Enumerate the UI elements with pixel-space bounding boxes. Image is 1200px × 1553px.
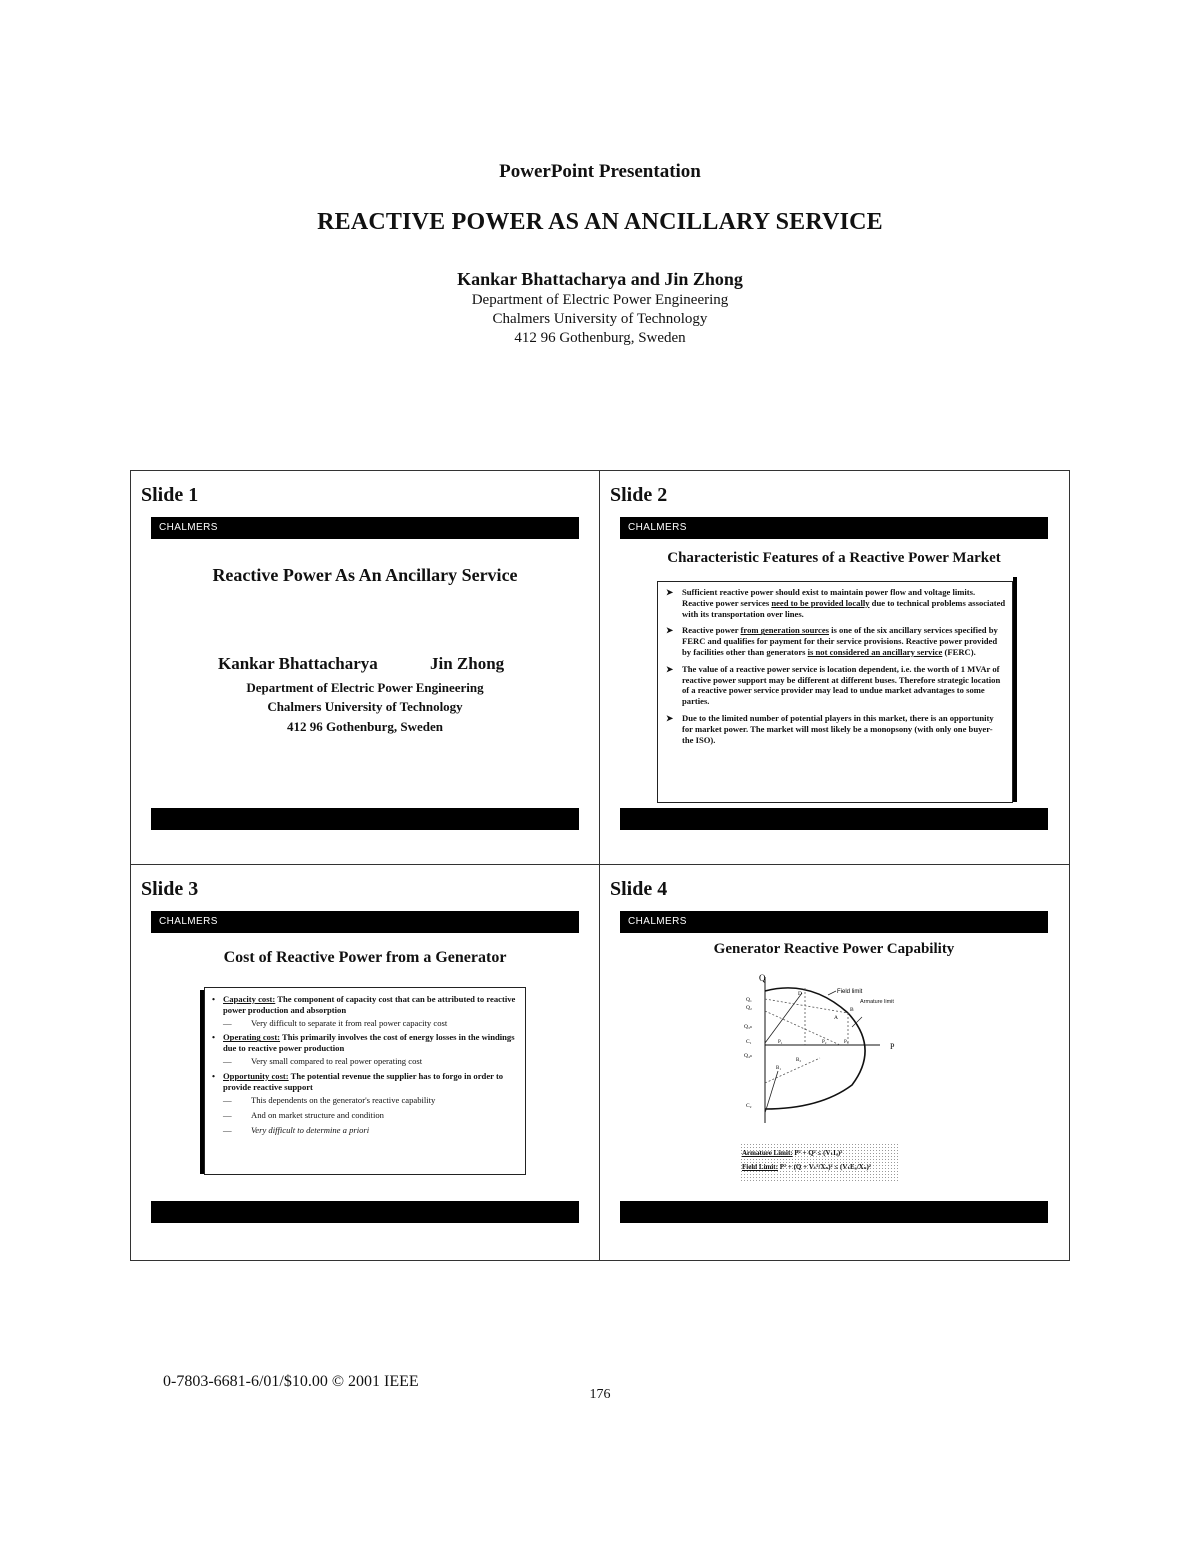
point-label-d: D <box>798 991 802 997</box>
slide-2-title: Characteristic Features of a Reactive Power Market <box>667 550 1001 566</box>
paper-authors: Kankar Bhattacharya and Jin Zhong <box>457 269 743 289</box>
point-label-p3: P₃ <box>844 1040 849 1045</box>
slide-1-author-1: Kankar Bhattacharya <box>218 654 378 673</box>
box-shadow <box>1013 577 1017 802</box>
slide-1-title <box>151 565 579 586</box>
slide-2-bullet-1: ➤ Sufficient reactive power should exist to maintain power flow and voltage limits. Reactive power services need to be provided locally due to technical problems associated with its transportation over lines. <box>666 587 1006 619</box>
slide-3-item-1-sub-1: — Very difficult to separate it from real power capacity cost <box>223 1017 448 1028</box>
armature-limit-curve <box>765 1013 865 1109</box>
paper-title: REACTIVE POWER AS AN ANCILLARY SERVICE <box>317 209 883 235</box>
point-label-b2: B₂ <box>796 1058 802 1063</box>
y-label-1: Q₁ <box>746 997 752 1003</box>
slide-1-brand-bar: CHALMERS <box>151 517 579 539</box>
affiliation-department: Department of Electric Power Engineering <box>471 292 729 308</box>
armature-limit-label: Armature limit <box>860 999 894 1005</box>
slide-3-item-3: • Opportunity cost: The potential revenue the supplier has to forgo in order to provide reactive support <box>212 1070 504 1092</box>
operating-line <box>765 1071 778 1113</box>
equation-field-label: Field Limit: <box>742 1163 778 1171</box>
equation-field-row <box>740 1159 898 1173</box>
slide-1-footer-bar <box>151 808 579 830</box>
y-label-4: C₁ <box>746 1039 752 1045</box>
slide-3-brand-bar: CHALMERS <box>151 911 579 933</box>
page-number: 176 <box>589 1387 611 1402</box>
slide-3-item-1: • Capacity cost: The component of capacity cost that can be attributed to reactive power production and absorption <box>212 994 516 1015</box>
point-label-a: A <box>834 1015 838 1021</box>
point-label-p2: P₂ <box>822 1040 827 1045</box>
equation-armature-label: Armature Limit: <box>742 1149 793 1157</box>
armature-limit-label-wrap <box>860 999 894 1021</box>
operating-line <box>765 993 802 1043</box>
presentation-kicker: PowerPoint Presentation <box>499 161 701 182</box>
arrow-bullet-icon: ➤ <box>666 712 674 723</box>
slide-2-brand-bar: CHALMERS <box>620 517 1048 539</box>
slide-2-bullet-4: ➤ Due to the limited number of potential players in this market, there is an opportunity for market power. The market will most likely be a monopsony (with only one buyer- the ISO). <box>666 712 994 745</box>
dash-bullet-icon: — <box>223 1055 232 1066</box>
slide-3-item-2: • Operating cost: This primarily involves the cost of energy losses in the windings due to reactive power production <box>212 1032 515 1054</box>
equation-field: P² + (Q + Vₜ²/Xₛ)² ≤ (VₜEₐ/Xₛ)² <box>779 1163 871 1171</box>
point-label-p1: P₁ <box>778 1040 783 1045</box>
slide-grid <box>130 470 1070 1261</box>
capability-diagram <box>740 973 940 1123</box>
y-label-2: Q₂ <box>746 1005 752 1011</box>
leader-line <box>828 991 836 995</box>
slide-1 <box>131 471 599 864</box>
p-axis-label: P <box>890 1042 895 1051</box>
slide-3-footer-bar <box>151 1201 579 1223</box>
y-label-6: C₂ <box>746 1103 752 1109</box>
arrow-bullet-icon: ➤ <box>666 625 674 636</box>
slide-2-label: Slide 2 <box>610 484 668 506</box>
slide-2-bullet-3: ➤ The value of a reactive power service is location dependent, i.e. the worth of 1 MVAr of reactive power support may be different at different buses. Therefore strategic location of a reactive power service provider may lead to undue market advantages to some parties. <box>666 663 1001 707</box>
q-axis-label: Q <box>759 973 766 983</box>
slide-2 <box>600 471 1068 864</box>
slide-4 <box>600 865 1068 1258</box>
copyright-code: 0-7803-6681-6/01/$10.00 © 2001 IEEE <box>163 1373 419 1390</box>
dash-bullet-icon: — <box>223 1017 232 1028</box>
slide-3-label: Slide 3 <box>141 878 199 900</box>
slide-2-footer-bar <box>620 808 1048 830</box>
slide-4-brand-bar: CHALMERS <box>620 911 1048 933</box>
arrow-bullet-icon: ➤ <box>666 587 674 597</box>
slide-1-affil-dept: Department of Electric Power Engineering <box>246 680 484 695</box>
point-label-b: B <box>850 1007 854 1013</box>
arrow-bullet-icon: ➤ <box>666 663 674 674</box>
dashed-line <box>765 999 848 1013</box>
slide-1-affil-addr: 412 96 Gothenburg, Sweden <box>286 719 444 734</box>
box-shadow <box>200 990 204 1174</box>
slide-1-author-2: Jin Zhong <box>430 654 505 673</box>
slide-1-title-text: Reactive Power As An Ancillary Service <box>212 565 518 585</box>
affiliation-address: 412 96 Gothenburg, Sweden <box>514 330 686 346</box>
affiliation-university: Chalmers University of Technology <box>492 311 708 327</box>
dash-bullet-icon: — <box>223 1124 232 1135</box>
y-label-5: Q₄ₙ <box>744 1053 753 1059</box>
bullet-dot-icon: • <box>212 994 216 1004</box>
slide-3-item-3-sub-3: — Very difficult to determine a priori <box>223 1124 370 1135</box>
slide-4-footer-bar <box>620 1201 1048 1223</box>
equation-block <box>740 1143 898 1183</box>
equation-armature: P² + Q² ≤ (VₜIₐ)² <box>794 1149 843 1157</box>
slide-3-item-3-sub-2: — And on market structure and condition <box>223 1110 384 1121</box>
dashed-line <box>765 1058 820 1083</box>
slide-3-item-3-sub-1: — This dependents on the generator's reactive capability <box>223 1095 436 1106</box>
slide-3 <box>131 865 599 1258</box>
slide-4-label: Slide 4 <box>610 878 668 900</box>
field-limit-label: Field limit <box>837 989 863 995</box>
slide-4-title: Generator Reactive Power Capability <box>713 941 955 957</box>
bullet-dot-icon: • <box>212 1032 216 1043</box>
slide-1-affil-univ: Chalmers University of Technology <box>267 699 463 714</box>
field-limit-curve <box>765 988 848 1013</box>
equation-armature-row <box>740 1143 898 1159</box>
point-label-b1: B₁ <box>776 1066 782 1071</box>
bullet-dot-icon: • <box>212 1070 216 1081</box>
slide-3-item-2-sub-1: — Very small compared to real power operating cost <box>223 1055 423 1066</box>
slide-2-content-box <box>657 581 1013 803</box>
slide-2-bullet-2: ➤ Reactive power from generation sources is one of the six ancillary services specified by FERC and qualifies for payment for their service provisions. Reactive power provided by facilities other than generators is not considered an ancillary service (FERC). <box>666 625 998 657</box>
slide-1-label: Slide 1 <box>141 484 199 506</box>
dash-bullet-icon: — <box>223 1110 232 1121</box>
slide-3-title: Cost of Reactive Power from a Generator <box>223 949 507 966</box>
slide-3-content-box <box>204 987 526 1175</box>
dash-bullet-icon: — <box>223 1095 232 1106</box>
y-label-3: Q₃ₙ <box>744 1024 753 1030</box>
